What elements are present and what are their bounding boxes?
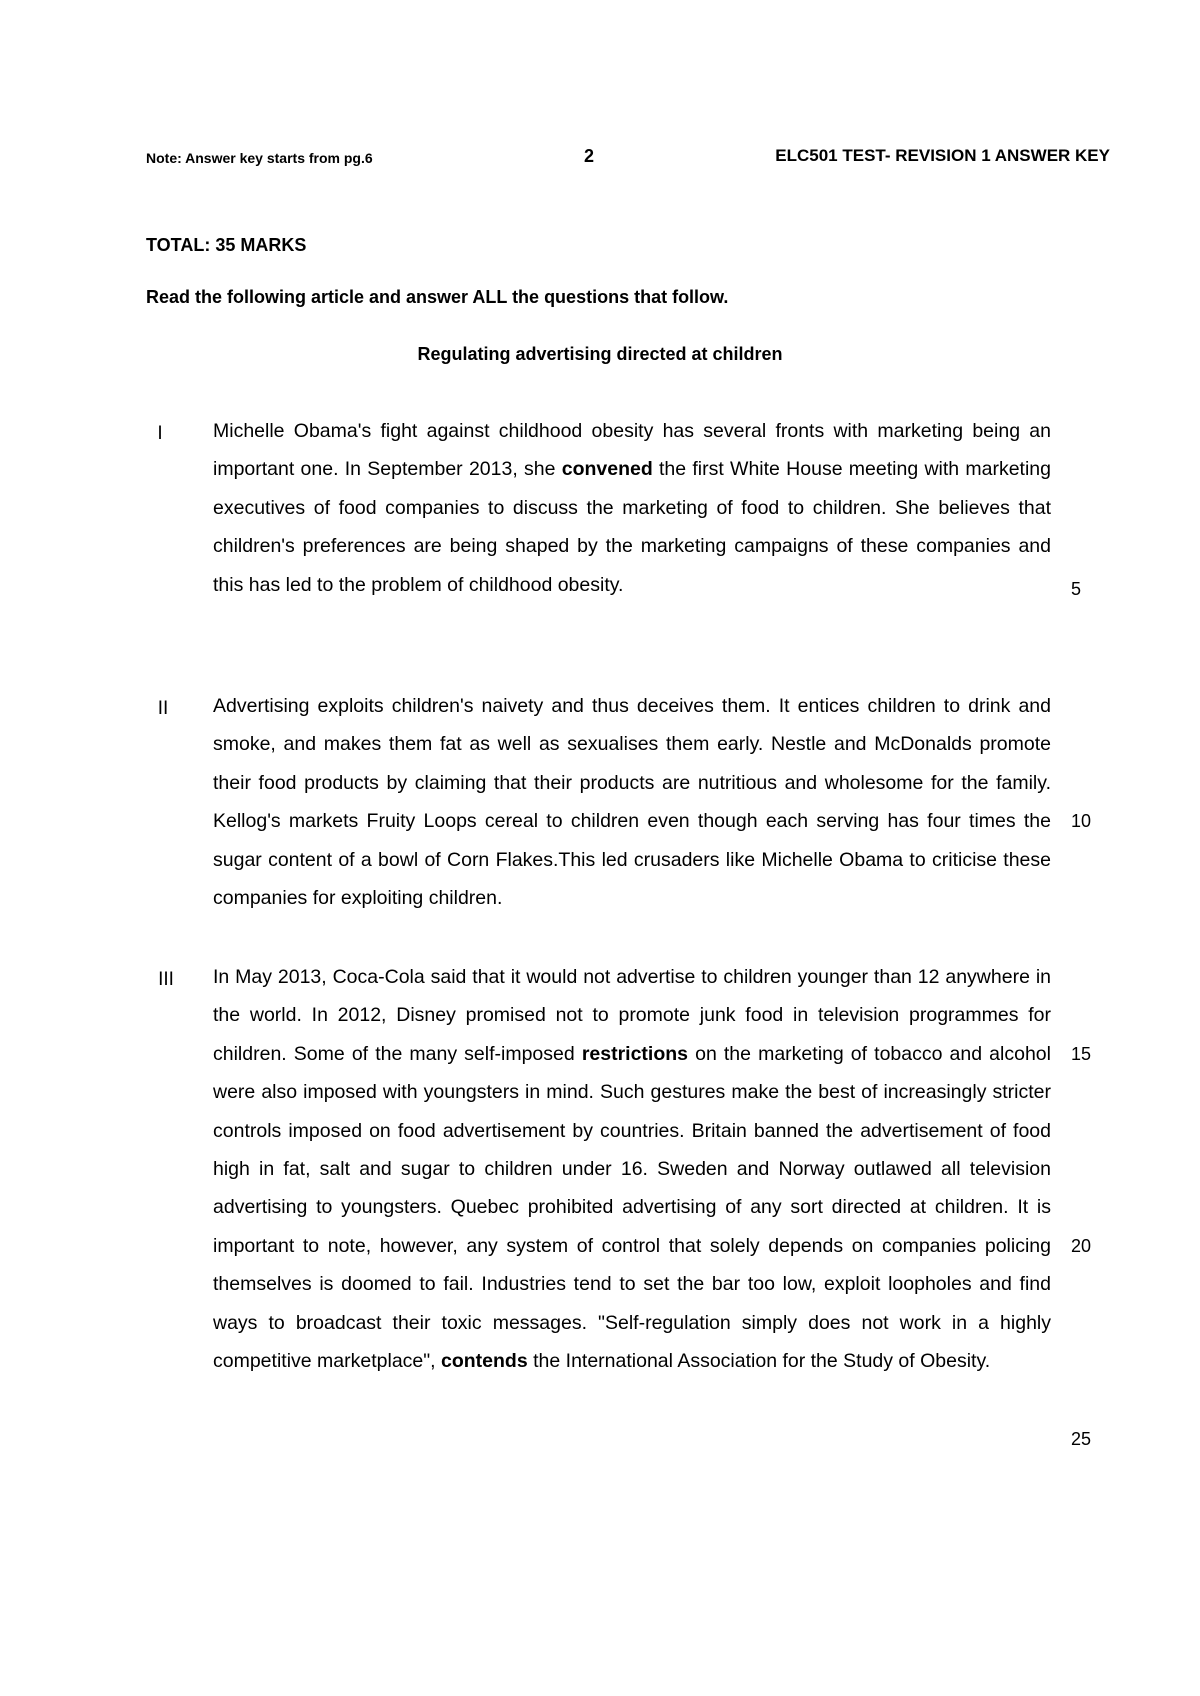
paragraph-numeral: III [158, 969, 174, 990]
header-title: ELC501 TEST- REVISION 1 ANSWER KEY [775, 146, 1110, 165]
paragraph-text [213, 687, 1051, 917]
line-number: 5 [1070, 579, 1081, 599]
text-segment: Michelle Obama's fight against childhood obesity has several fronts with marketing being an important one. In September 2013, she [213, 420, 1051, 481]
bold-term: restrictions [581, 1042, 689, 1065]
line-number: 15 [1070, 1044, 1092, 1064]
paragraph-text [213, 958, 1051, 1380]
text-segment: the first White House meeting with marketing executives of food companies to discuss the marketing of food to children. She believes that children's preferences are being shaped by the marketing campaigns of these companies and this has led to the problem of childhood obesity. [213, 458, 1051, 596]
article-title: Regulating advertising directed at children [417, 344, 783, 364]
total-marks: TOTAL: 35 MARKS [146, 235, 307, 255]
bold-term: convened [561, 458, 653, 481]
bold-term: contends [441, 1350, 528, 1373]
line-number: 25 [1070, 1429, 1092, 1449]
text-segment: on the marketing of tobacco and alcohol were also imposed with youngsters in mind. Such gestures make the best of increasingly stricter controls imposed on food advertisement by countries. Britain banned the advertisement of food high in fat, salt and sugar to children under 16. Sweden and Norway outlawed all television advertising to youngsters. Quebec prohibited advertising of any sort directed at children. It is important to note, however, any system of control that solely depends on companies policing themselves is doomed to fail. Industries tend to set the bar too low, exploit loopholes and find ways to broadcast their toxic messages. "Self-regulation simply does not work in a highly competitive marketplace", [213, 1042, 1051, 1373]
line-number: 10 [1070, 811, 1092, 831]
paragraph-text [213, 412, 1051, 604]
page-header [146, 146, 1110, 170]
line-number: 20 [1070, 1236, 1092, 1256]
page-number: 2 [584, 146, 595, 166]
paragraph-numeral: II [157, 698, 169, 719]
paragraph-numeral: I [157, 423, 163, 444]
text-segment: Advertising exploits children's naivety and thus deceives them. It entices children to drink and smoke, and makes them fat as well as sexualises them early. Nestle and McDonalds promote their food products by claiming that their products are nutritious and wholesome for the family. Kellog's markets Fruity Loops cereal to children even though each serving has four times the sugar content of a bowl of Corn Flakes.This led crusaders like Michelle Obama to criticise these companies for exploiting children. [213, 695, 1051, 910]
header-note: Note: Answer key starts from pg.6 [146, 150, 373, 166]
text-segment: In May 2013, Coca-Cola said that it would not advertise to children younger than 12 anywhere in the world. In 2012, Disney promised not to promote junk food in television programmes for children. Some of the many self-imposed [213, 966, 1051, 1065]
text-segment: the International Association for the Study of Obesity. [527, 1350, 991, 1373]
instruction: Read the following article and answer ALL the questions that follow. [146, 287, 729, 307]
